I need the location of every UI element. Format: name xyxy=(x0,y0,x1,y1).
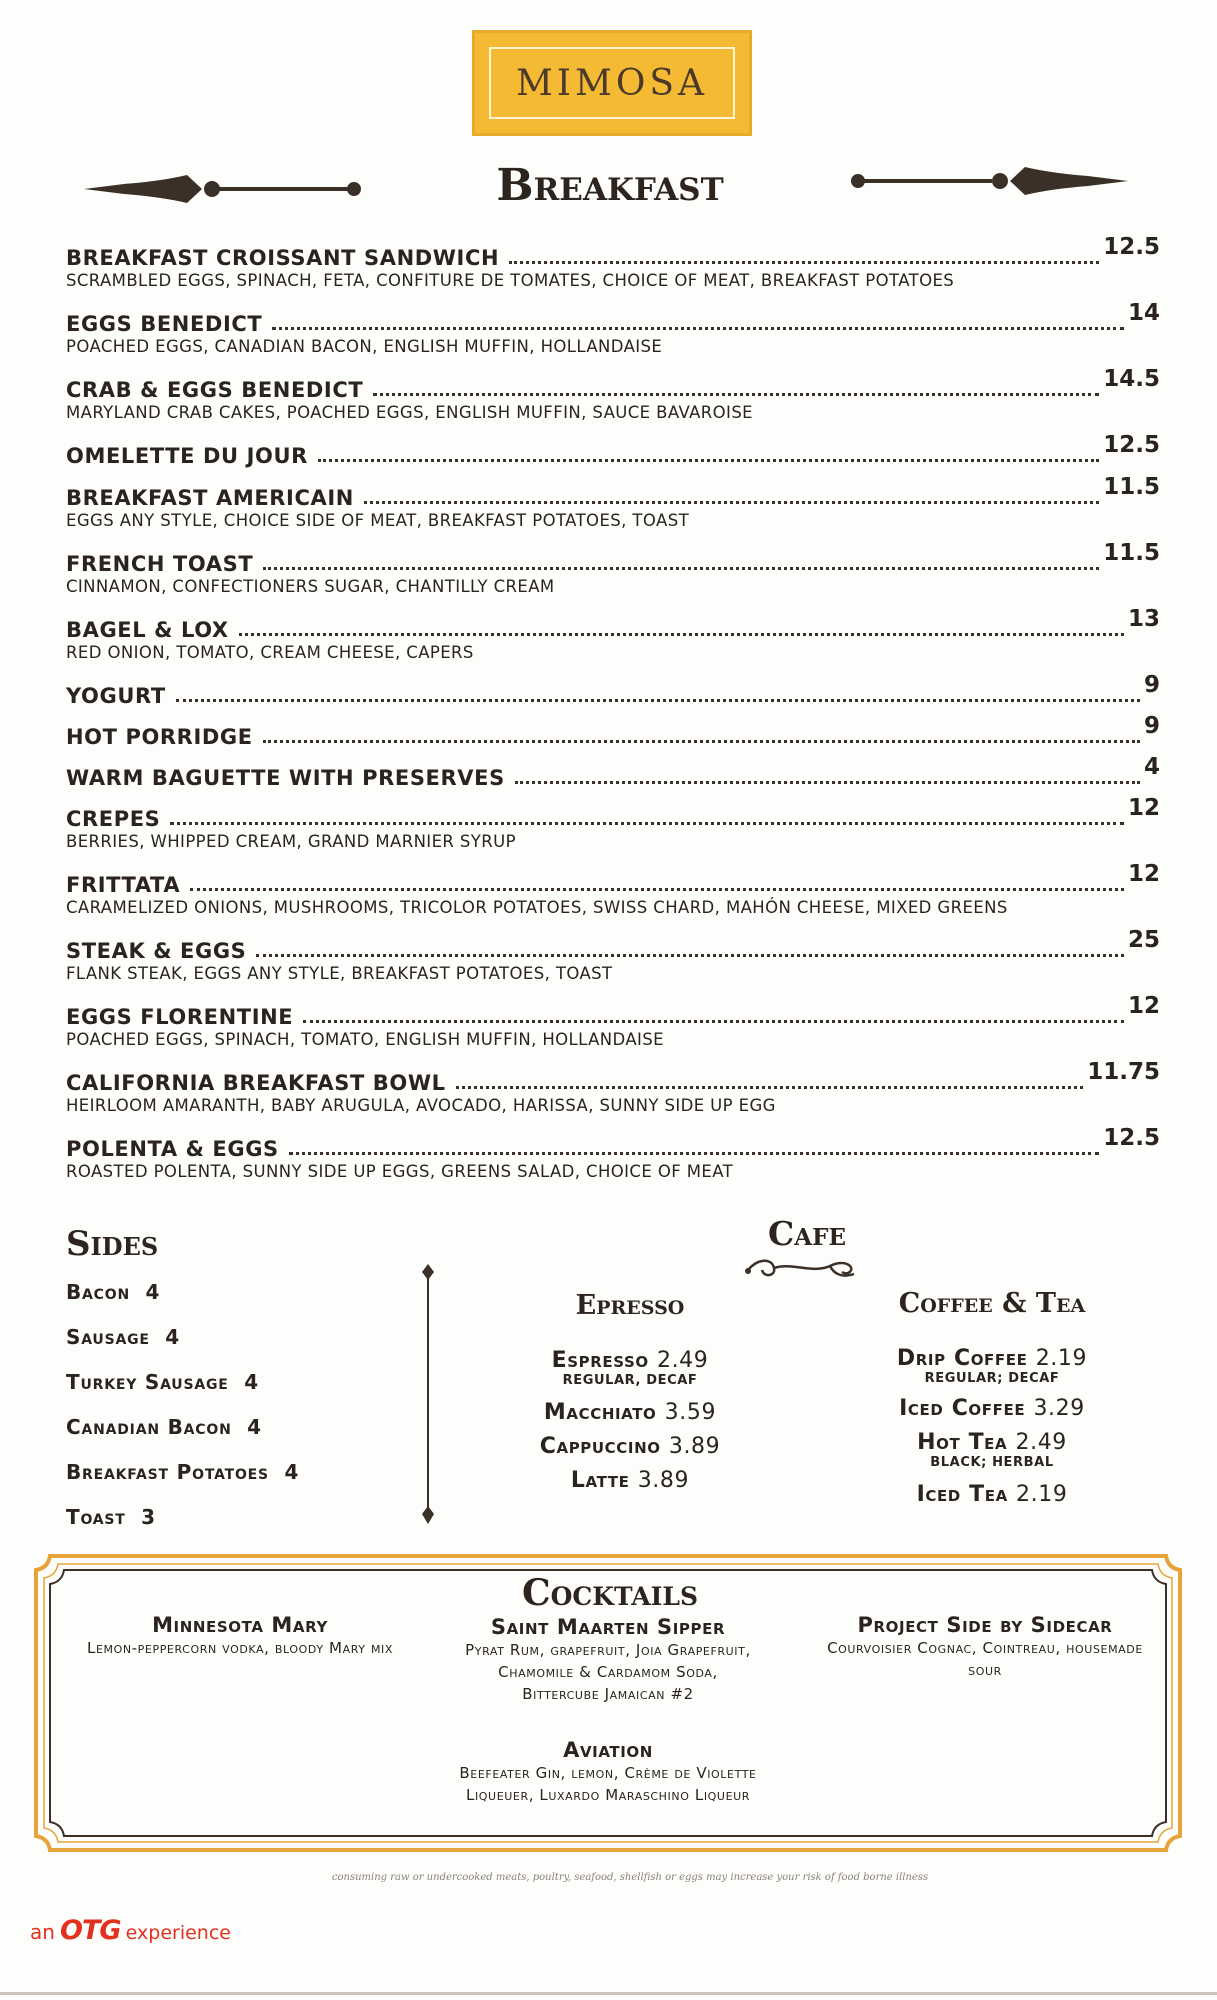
item-name: YOGURT xyxy=(66,684,166,708)
side-item xyxy=(66,1370,299,1415)
menu-item xyxy=(66,1059,1160,1115)
cocktail-item xyxy=(60,1613,420,1659)
side-name: Bacon xyxy=(66,1280,130,1304)
item-name: CREPES xyxy=(66,807,161,831)
leader-dots xyxy=(190,888,1124,891)
item-description: EGGS ANY STYLE, CHOICE SIDE OF MEAT, BREAKFAST POTATOES, TOAST xyxy=(66,511,690,530)
item-price: 12 xyxy=(1127,795,1160,821)
cafe-item-price: 3.59 xyxy=(664,1400,717,1425)
menu-item xyxy=(66,861,1160,917)
item-price: 12.5 xyxy=(1103,432,1160,458)
cafe-item-name: Iced Coffee xyxy=(899,1396,1026,1421)
item-price: 12.5 xyxy=(1103,1125,1160,1151)
cafe-item xyxy=(842,1396,1142,1421)
leader-dots xyxy=(515,781,1140,784)
cafe-item-price: 3.89 xyxy=(637,1468,690,1493)
side-item xyxy=(66,1460,299,1505)
cafe-item-price: 3.89 xyxy=(668,1434,721,1459)
item-name: CRAB & EGGS BENEDICT xyxy=(66,378,364,402)
leader-dots xyxy=(289,1152,1099,1155)
item-price: 11.5 xyxy=(1103,474,1160,500)
leader-dots xyxy=(456,1086,1084,1089)
cocktails-title: Cocktails xyxy=(521,1572,698,1614)
menu-item xyxy=(66,432,1160,468)
cafe-flourish-icon xyxy=(742,1252,862,1282)
menu-item xyxy=(66,754,1160,790)
menu-item xyxy=(66,993,1160,1049)
item-description: POACHED EGGS, SPINACH, TOMATO, ENGLISH MUFFIN, HOLLANDAISE xyxy=(66,1030,665,1049)
side-name: Turkey Sausage xyxy=(66,1370,229,1394)
side-item xyxy=(66,1280,299,1325)
cafe-item-price: 2.49 xyxy=(1015,1430,1067,1455)
menu-item xyxy=(66,366,1160,422)
cafe-item-name: Hot Tea xyxy=(917,1430,1008,1455)
side-price: 4 xyxy=(247,1415,262,1439)
item-price: 13 xyxy=(1127,606,1160,632)
menu-item xyxy=(66,234,1160,290)
item-name: HOT PORRIDGE xyxy=(66,725,253,749)
leader-dots xyxy=(256,954,1124,957)
item-price: 11.5 xyxy=(1103,540,1160,566)
menu-item xyxy=(66,713,1160,749)
menu-item xyxy=(66,606,1160,662)
item-description: RED ONION, TOMATO, CREAM CHEESE, CAPERS xyxy=(66,643,474,662)
menu-item xyxy=(66,672,1160,708)
leader-dots xyxy=(373,393,1099,396)
item-price: 14.5 xyxy=(1103,366,1160,392)
item-name: FRITTATA xyxy=(66,873,181,897)
logo-inner-border xyxy=(489,47,735,119)
item-price: 12 xyxy=(1127,861,1160,887)
item-price: 14 xyxy=(1127,300,1160,326)
item-price: 12 xyxy=(1127,993,1160,1019)
cafe-item xyxy=(480,1348,780,1373)
side-price: 4 xyxy=(165,1325,180,1349)
cafe-item-name: Latte xyxy=(570,1468,630,1493)
side-name: Canadian Bacon xyxy=(66,1415,232,1439)
cocktail-name: Saint Maarten Sipper xyxy=(490,1615,726,1639)
cafe-item xyxy=(842,1346,1142,1371)
cafe-item-note: BLACK; HERBAL xyxy=(930,1455,1054,1470)
cafe-item-name: Cappuccino xyxy=(539,1434,661,1459)
side-price: 3 xyxy=(141,1505,156,1529)
item-name: WARM BAGUETTE WITH PRESERVES xyxy=(66,766,505,790)
page-bottom-edge xyxy=(0,1992,1217,1995)
item-name: OMELETTE DU JOUR xyxy=(66,444,308,468)
cocktail-name: Aviation xyxy=(563,1738,653,1762)
cafe-item-price: 2.19 xyxy=(1016,1482,1068,1507)
item-name: POLENTA & EGGS xyxy=(66,1137,279,1161)
cafe-item xyxy=(480,1434,780,1459)
item-price: 9 xyxy=(1143,713,1160,739)
coffee-tea-title: Coffee & Tea xyxy=(898,1288,1086,1319)
leader-dots xyxy=(176,699,1140,702)
espresso-title: Epresso xyxy=(575,1290,685,1321)
cocktail-item xyxy=(448,1738,768,1806)
cocktail-item xyxy=(800,1613,1170,1681)
cafe-item xyxy=(480,1468,780,1493)
menu-item xyxy=(66,1125,1160,1181)
food-safety-disclaimer: consuming raw or undercooked meats, poultry, seafood, shellfish or eggs may increase your risk of food borne illness xyxy=(331,1872,929,1883)
leader-dots xyxy=(509,261,1099,264)
item-price: 9 xyxy=(1143,672,1160,698)
item-name: CALIFORNIA BREAKFAST BOWL xyxy=(66,1071,446,1095)
item-name: BAGEL & LOX xyxy=(66,618,229,642)
side-item xyxy=(66,1325,299,1370)
cafe-item xyxy=(842,1482,1142,1507)
cocktail-description: Courvoisier Cognac, Cointreau, housemade sour xyxy=(827,1639,1143,1679)
menu-item xyxy=(66,300,1160,356)
leader-dots xyxy=(303,1020,1124,1023)
side-price: 4 xyxy=(244,1370,259,1394)
item-name: STEAK & EGGS xyxy=(66,939,247,963)
sides-list xyxy=(66,1280,299,1550)
item-name: EGGS BENEDICT xyxy=(66,312,263,336)
cocktail-name: Minnesota Mary xyxy=(152,1613,328,1637)
left-ornament-icon xyxy=(82,174,364,204)
menu-item xyxy=(66,540,1160,596)
item-description: BERRIES, WHIPPED CREAM, GRAND MARNIER SYRUP xyxy=(66,832,516,851)
cocktail-description: Beefeater Gin, lemon, Crème de Violette Liqueuer, Luxardo Maraschino Liqueur xyxy=(459,1764,757,1804)
coffee-tea-list xyxy=(842,1346,1142,1507)
menu-item xyxy=(66,927,1160,983)
side-name: Breakfast Potatoes xyxy=(66,1460,269,1484)
side-name: Toast xyxy=(66,1505,126,1529)
cafe-item-name: Drip Coffee xyxy=(896,1346,1028,1371)
cocktail-description: Pyrat Rum, grapefruit, Joia Grapefruit, Chamomile & Cardamom Soda, Bittercube Jamaican #2 xyxy=(465,1641,751,1703)
side-name: Sausage xyxy=(66,1325,150,1349)
cafe-item-name: Iced Tea xyxy=(916,1482,1008,1507)
vertical-divider-icon xyxy=(418,1262,438,1526)
cocktail-description: Lemon-peppercorn vodka, bloody Mary mix xyxy=(86,1639,394,1657)
leader-dots xyxy=(239,633,1124,636)
espresso-list xyxy=(480,1348,780,1493)
item-price: 11.75 xyxy=(1087,1059,1160,1085)
item-description: FLANK STEAK, EGGS ANY STYLE, BREAKFAST POTATOES, TOAST xyxy=(66,964,613,983)
cocktail-name: Project Side by Sidecar xyxy=(857,1613,1113,1637)
item-description: HEIRLOOM AMARANTH, BABY ARUGULA, AVOCADO, HARISSA, SUNNY SIDE UP EGG xyxy=(66,1096,776,1115)
right-ornament-icon xyxy=(850,166,1130,196)
item-price: 12.5 xyxy=(1103,234,1160,260)
leader-dots xyxy=(318,459,1099,462)
cafe-item xyxy=(480,1400,780,1425)
menu-item xyxy=(66,795,1160,851)
item-name: BREAKFAST CROISSANT SANDWICH xyxy=(66,246,500,270)
brand-prefix: an xyxy=(30,1920,55,1944)
mimosa-logo xyxy=(472,30,752,136)
item-description: POACHED EGGS, CANADIAN BACON, ENGLISH MUFFIN, HOLLANDAISE xyxy=(66,337,663,356)
item-description: CARAMELIZED ONIONS, MUSHROOMS, TRICOLOR POTATOES, SWISS CHARD, MAHÓN CHEESE, MIXED GREENS xyxy=(66,898,1008,917)
leader-dots xyxy=(263,567,1099,570)
cafe-item-note: REGULAR, DECAF xyxy=(562,1373,698,1388)
side-price: 4 xyxy=(284,1460,300,1484)
cafe-item-name: Macchiato xyxy=(543,1400,657,1425)
leader-dots xyxy=(263,740,1140,743)
item-name: BREAKFAST AMERICAIN xyxy=(66,486,354,510)
cafe-title: Cafe xyxy=(768,1214,846,1253)
leader-dots xyxy=(170,822,1124,825)
logo-text: MIMOSA xyxy=(515,62,709,104)
cafe-item-price: 2.49 xyxy=(656,1348,709,1373)
item-description: MARYLAND CRAB CAKES, POACHED EGGS, ENGLISH MUFFIN, SAUCE BAVAROISE xyxy=(66,403,754,422)
cafe-item-note: REGULAR; DECAF xyxy=(924,1371,1060,1386)
leader-dots xyxy=(364,501,1099,504)
breakfast-title: Breakfast xyxy=(496,160,724,211)
side-price: 4 xyxy=(145,1280,161,1304)
leader-dots xyxy=(272,327,1124,330)
brand-name: OTG xyxy=(60,1915,121,1946)
item-price: 4 xyxy=(1143,754,1160,780)
item-name: EGGS FLORENTINE xyxy=(66,1005,294,1029)
side-item xyxy=(66,1415,299,1460)
item-price: 25 xyxy=(1127,927,1160,953)
cafe-item xyxy=(842,1430,1142,1455)
cafe-item-price: 2.19 xyxy=(1035,1346,1088,1371)
sides-title: Sides xyxy=(66,1224,159,1264)
item-description: ROASTED POLENTA, SUNNY SIDE UP EGGS, GREENS SALAD, CHOICE OF MEAT xyxy=(66,1162,734,1181)
brand-suffix: experience xyxy=(125,1922,231,1944)
menu-item xyxy=(66,474,1160,530)
side-item xyxy=(66,1505,299,1550)
item-description: SCRAMBLED EGGS, SPINACH, FETA, CONFITURE DE TOMATES, CHOICE OF MEAT, BREAKFAST POTATOES xyxy=(66,271,955,290)
otg-brand-logo xyxy=(30,1915,231,1946)
cocktail-item xyxy=(448,1615,768,1705)
item-description: CINNAMON, CONFECTIONERS SUGAR, CHANTILLY CREAM xyxy=(66,577,555,596)
cafe-item-name: Espresso xyxy=(551,1348,649,1373)
cafe-item-price: 3.29 xyxy=(1033,1396,1085,1421)
item-name: FRENCH TOAST xyxy=(66,552,254,576)
